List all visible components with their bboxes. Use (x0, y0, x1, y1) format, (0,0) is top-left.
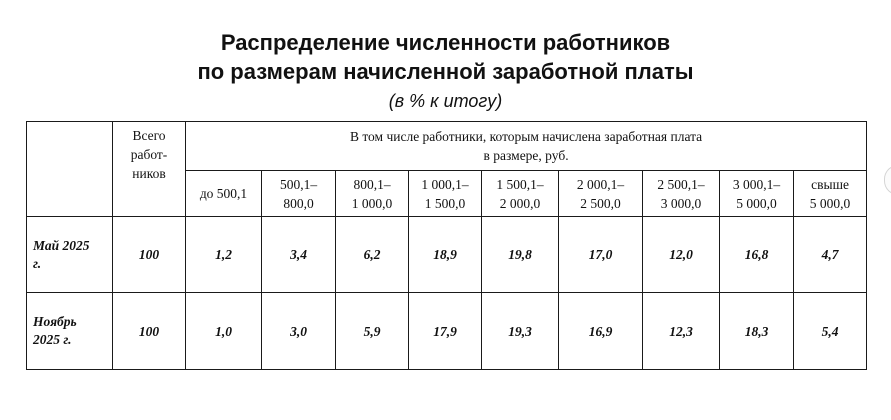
value-cell: 19,8 (482, 217, 559, 293)
value-cell: 5,9 (336, 293, 409, 370)
header-group-line: В том числе работники, которым начислена заработная плата (349, 129, 703, 144)
range-label: 1 500,0 (424, 195, 466, 211)
total-value-cell: 100 (113, 217, 186, 293)
range-header-cell (720, 171, 794, 217)
range-label: 2 000,0 (499, 195, 541, 211)
range-label: 1 000,1– (421, 176, 469, 192)
row-label: г. (33, 255, 42, 271)
value-cell: 4,7 (794, 217, 867, 293)
range-label: 800,1– (353, 176, 391, 192)
range-label: до 500,1 (199, 186, 248, 201)
range-label: 500,1– (279, 176, 318, 192)
range-label: 2 000,1– (576, 176, 625, 192)
row-label: Май 2025 (33, 237, 90, 253)
range-header-cell (186, 171, 262, 217)
value-cell: 12,0 (643, 217, 720, 293)
header-group-cell (186, 122, 867, 171)
range-label: 3 000,0 (660, 195, 702, 211)
range-header-cell (559, 171, 643, 217)
range-header-cell (409, 171, 482, 217)
row-label-cell (27, 293, 113, 370)
row-label: Ноябрь (33, 314, 77, 329)
value-cell: 1,2 (186, 217, 262, 293)
range-label: 5 000,0 (809, 195, 851, 211)
header-total-line: работ- (130, 147, 168, 162)
range-label: 1 500,1– (496, 176, 544, 192)
document-title-line-1: Распределение численности работников (220, 30, 671, 55)
header-corner-cell (27, 122, 113, 217)
value-cell: 3,0 (262, 293, 336, 370)
value-cell: 6,2 (336, 217, 409, 293)
document-subtitle: (в % к итогу) (388, 91, 503, 111)
total-value-cell: 100 (113, 293, 186, 370)
row-label-cell (27, 217, 113, 293)
salary-distribution-table (26, 121, 867, 370)
range-label: 800,0 (283, 195, 314, 211)
value-cell: 19,3 (482, 293, 559, 370)
range-label: свыше (811, 176, 849, 192)
value-cell: 17,9 (409, 293, 482, 370)
range-header-cell (643, 171, 720, 217)
range-header-cell (794, 171, 867, 217)
value-cell: 3,4 (262, 217, 336, 293)
value-cell: 16,8 (720, 217, 794, 293)
table-header-row (27, 122, 867, 171)
header-total-line: Всего (132, 128, 166, 143)
value-cell: 16,9 (559, 293, 643, 370)
range-header-cell (262, 171, 336, 217)
document-title-line-2: по размерам начисленной заработной платы (197, 59, 694, 84)
table-row (27, 293, 867, 370)
value-cell: 5,4 (794, 293, 867, 370)
header-group-line: в размере, руб. (483, 148, 569, 163)
range-label: 2 500,0 (580, 195, 621, 211)
row-label: 2025 г. (33, 332, 72, 347)
value-cell: 17,0 (559, 217, 643, 293)
range-label: 5 000,0 (736, 195, 777, 211)
value-cell: 1,0 (186, 293, 262, 370)
value-cell: 18,3 (720, 293, 794, 370)
header-total-cell (113, 122, 186, 217)
range-label: 3 000,1– (732, 176, 781, 192)
range-header-cell (482, 171, 559, 217)
header-total-line: ников (132, 166, 166, 181)
value-cell: 12,3 (643, 293, 720, 370)
value-cell: 18,9 (409, 217, 482, 293)
range-header-cell (336, 171, 409, 217)
range-label: 2 500,1– (657, 176, 705, 192)
scroll-edge-handle[interactable] (884, 165, 891, 195)
table-row (27, 217, 867, 293)
range-label: 1 000,0 (351, 195, 393, 211)
